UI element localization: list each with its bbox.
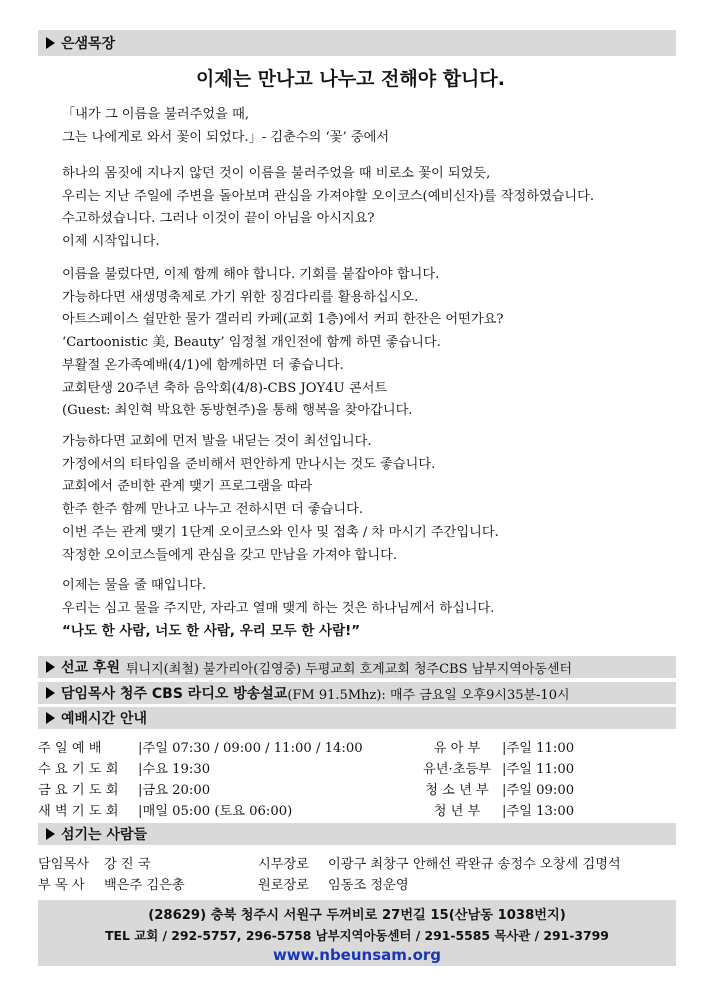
staff-label: 섬기는 사람들 [61, 827, 148, 843]
text-line: 부활절 온가족예배(4/1)에 함께하면 더 좋습니다. [62, 357, 344, 373]
triangle-right-icon [46, 687, 55, 699]
worship-label: 예배시간 안내 [61, 711, 148, 727]
triangle-right-icon [46, 712, 55, 724]
service-name: 청 년 부 [433, 804, 481, 819]
worship-row: 수 요 기 도 회 |수요 19:30 [38, 758, 210, 777]
staff-role: 담임목사 [38, 857, 89, 872]
service-time: 주일 11:00 [506, 741, 575, 756]
staff-row [258, 874, 409, 893]
staff-role: 원로장로 [258, 878, 309, 893]
footer-contact [38, 900, 676, 966]
staff-names: 임동조 정운영 [328, 878, 409, 893]
paragraph-3 [62, 264, 662, 423]
staff-names: 강 진 국 [104, 857, 151, 872]
support-bar [38, 656, 676, 678]
staff-role: 시무장로 [258, 857, 309, 872]
worship-row: 새 벽 기 도 회 |매일 05:00 (토요 06:00) [38, 800, 292, 819]
triangle-right-icon [46, 661, 55, 673]
section-label: 은샘목장 [61, 36, 116, 52]
triangle-right-icon [46, 828, 55, 840]
staff-bar [38, 823, 676, 845]
support-label: 선교 후원 [61, 660, 120, 676]
staff-row [258, 853, 621, 872]
service-time: 주일 11:00 [506, 762, 575, 777]
text-line: 교회에서 준비한 관계 맺기 프로그램을 따라 [62, 479, 313, 495]
text-line: 작정한 오이코스들에게 관심을 갖고 만남을 가져야 합니다. [62, 547, 398, 563]
section-header-eunsam [38, 30, 676, 56]
service-time: 수요 19:30 [142, 762, 211, 777]
footer-address: (28629) 충북 청주시 서원구 두꺼비로 27번길 15(산남동 1038번지) [148, 908, 566, 923]
text-line: 그는 나에게로 와서 꽃이 되었다.」- 김춘수의 ‘꽃’ 중에서 [62, 129, 390, 145]
service-time: 주일 07:30 / 09:00 / 11:00 / 14:00 [142, 741, 363, 756]
text-line: 이름을 불렀다면, 이제 함께 해야 합니다. 기회를 붙잡아야 합니다. [62, 267, 440, 282]
service-name: 청 소 년 부 [425, 783, 489, 798]
footer-website-link[interactable]: www.nbeunsam.org [272, 946, 442, 964]
footer-phones: TEL 교회 / 292-5757, 296-5758 남부지역아동센터 / 291-5585 목사관 / 291-3799 [105, 928, 609, 943]
text-line: 이제는 물을 줄 때입니다. [62, 578, 207, 593]
service-time: 매일 05:00 (토요 06:00) [142, 804, 293, 819]
text-line: (Guest: 최인혁 박요한 동방현주)을 통해 행복을 찾아갑니다. [62, 403, 413, 419]
paragraph-5 [62, 575, 662, 643]
broadcast-label: 담임목사 청주 CBS 라디오 방송설교 [61, 686, 288, 702]
closing-slogan: “나도 한 사람, 너도 한 사람, 우리 모두 한 사람!” [62, 623, 361, 640]
page-title: 이제는 만나고 나누고 전해야 합니다. [196, 68, 505, 90]
paragraph-1 [62, 104, 662, 149]
worship-row: 금 요 기 도 회 |금요 20:00 [38, 779, 210, 798]
text-line: 가능하다면 새생명축제로 가기 위한 징검다리를 활용하십시오. [62, 289, 419, 305]
text-line: 한주 한주 함께 만나고 나누고 전하시면 더 좋습니다. [62, 502, 364, 518]
text-line: 가능하다면 교회에 먼저 발을 내딛는 것이 최선입니다. [62, 434, 372, 449]
text-line: 「내가 그 이름을 불러주었을 때, [62, 107, 250, 122]
triangle-right-icon [46, 37, 55, 49]
paragraph-4 [62, 431, 662, 567]
staff-names: 백은주 김은총 [104, 878, 185, 893]
service-name: 새 벽 기 도 회 [38, 804, 119, 819]
service-name: 유년·초등부 [423, 762, 491, 777]
staff-row [38, 874, 256, 893]
text-line: 가정에서의 티타임을 준비해서 편안하게 만나시는 것도 좋습니다. [62, 456, 436, 472]
text-line: 이번 주는 관계 맺기 1단계 오이코스와 인사 및 접촉 / 차 마시기 주간입니다. [62, 524, 499, 540]
worship-row: 청 년 부 |주일 13:00 [412, 800, 574, 819]
text-line: 우리는 심고 물을 주지만, 자라고 열매 맺게 하는 것은 하나님께서 하십니다. [62, 600, 495, 616]
service-time: 금요 20:00 [142, 783, 211, 798]
staff-row [38, 853, 256, 872]
paragraph-2 [62, 163, 662, 254]
service-time: 주일 13:00 [506, 804, 575, 819]
service-time: 주일 09:00 [506, 783, 575, 798]
service-name: 주 일 예 배 [38, 741, 102, 756]
staff-role: 부 목 사 [38, 878, 85, 893]
staff-names: 이광구 최창구 안해선 곽완규 송정수 오창세 김명석 [328, 857, 621, 872]
text-line: 교회탄생 20주년 축하 음악회(4/8)-CBS JOY4U 콘서트 [62, 380, 388, 396]
text-line: 아트스페이스 쉴만한 물가 갤러리 카페(교회 1층)에서 커피 한잔은 어떤가요? [62, 312, 504, 328]
text-line: 이제 시작입니다. [62, 234, 160, 250]
worship-row: 주 일 예 배 |주일 07:30 / 09:00 / 11:00 / 14:00 [38, 737, 363, 756]
text-line: 수고하셨습니다. 그러나 이것이 끝이 아님을 아시지요? [62, 211, 375, 227]
worship-row: 유년·초등부 |주일 11:00 [412, 758, 574, 777]
support-text: 튀니지(최철) 불가리아(김영중) 두평교회 호계교회 청주CBS 남부지역아동센터 [125, 661, 573, 677]
service-name: 금 요 기 도 회 [38, 783, 119, 798]
worship-row: 유 아 부 |주일 11:00 [412, 737, 574, 756]
text-line: ‘Cartoonistic 美, Beauty’ 임정철 개인전에 함께 하면 좋습니다. [62, 335, 441, 351]
service-name: 수 요 기 도 회 [38, 762, 119, 777]
broadcast-text: (FM 91.5Mhz): 매주 금요일 오후9시35분-10시 [287, 687, 570, 703]
worship-row: 청 소 년 부 |주일 09:00 [412, 779, 574, 798]
worship-bar [38, 707, 676, 729]
broadcast-bar [38, 682, 676, 704]
text-line: 하나의 몸짓에 지나지 않던 것이 이름을 불러주었을 때 비로소 꽃이 되었듯, [62, 166, 491, 181]
service-name: 유 아 부 [433, 741, 481, 756]
text-line: 우리는 지난 주일에 주변을 돌아보며 관심을 가져야할 오이코스(예비신자)를 작정하였습니다. [62, 188, 595, 204]
